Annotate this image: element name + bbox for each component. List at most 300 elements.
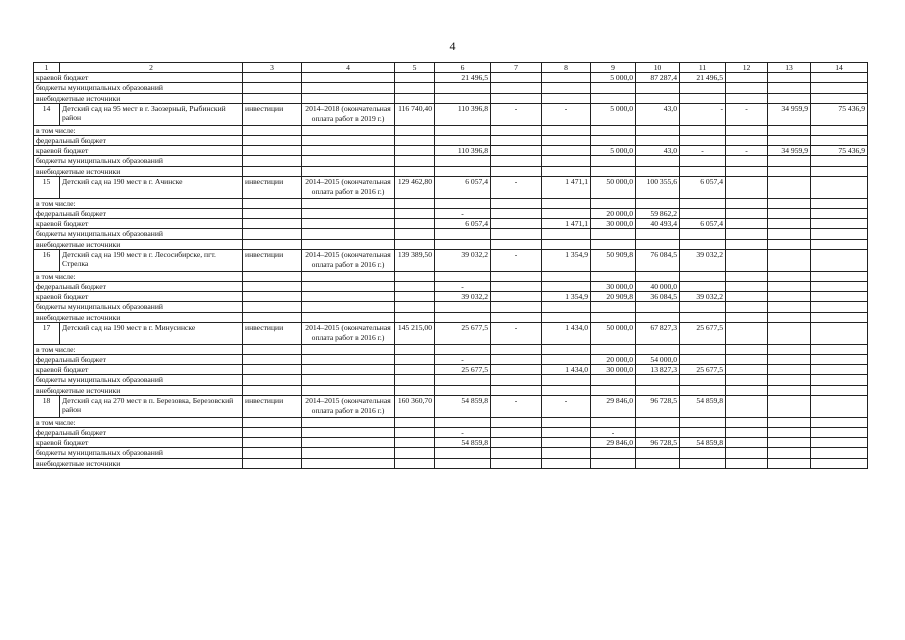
- value-cell: [768, 209, 811, 219]
- value-cell: [435, 302, 491, 312]
- value-cell: [542, 271, 591, 281]
- value-cell: [591, 271, 636, 281]
- value-cell: [636, 375, 680, 385]
- object-number: 15: [34, 176, 60, 198]
- value-cell: 6 057,4: [435, 219, 491, 229]
- value-cell: [491, 271, 542, 281]
- value-cell: [542, 156, 591, 166]
- empty-cell: [243, 136, 302, 146]
- value-cell: 5 000,0: [591, 146, 636, 156]
- funding-source-row: [34, 125, 868, 135]
- object-name: Детский сад на 270 мест в п. Березовка, Березовский район: [60, 395, 243, 417]
- object-type: инвестиции: [243, 103, 302, 125]
- funding-source-label: в том числе:: [34, 125, 243, 135]
- empty-cell: [302, 198, 395, 208]
- value-cell: [636, 198, 680, 208]
- value-cell: [395, 375, 435, 385]
- object-period: 2014–2018 (окончательная оплата работ в 2019 г.): [302, 103, 395, 125]
- value-cell: [680, 355, 726, 365]
- value-cell: [726, 93, 768, 103]
- value-cell: 43,0: [636, 146, 680, 156]
- funding-source-label: краевой бюджет: [34, 292, 243, 302]
- value-cell: [811, 219, 868, 229]
- value-cell: [542, 136, 591, 146]
- value-cell: [491, 355, 542, 365]
- value-cell: [680, 458, 726, 468]
- value-cell: 20 909,8: [591, 292, 636, 302]
- column-header: 14: [811, 63, 868, 73]
- value-cell: [435, 198, 491, 208]
- value-cell: [395, 344, 435, 354]
- column-header: 4: [302, 63, 395, 73]
- value-cell: 59 862,2: [636, 209, 680, 219]
- value-cell: [491, 146, 542, 156]
- value-cell: 1 434,0: [542, 365, 591, 375]
- object-row: [34, 176, 868, 198]
- value-cell: [811, 83, 868, 93]
- value-cell: 76 084,5: [636, 249, 680, 271]
- value-cell: [636, 93, 680, 103]
- column-header: 1: [34, 63, 60, 73]
- value-cell: 75 436,9: [811, 146, 868, 156]
- value-cell: [395, 219, 435, 229]
- value-cell: [680, 312, 726, 322]
- funding-source-label: в том числе:: [34, 344, 243, 354]
- funding-source-row: [34, 136, 868, 146]
- value-cell: [636, 458, 680, 468]
- value-cell: [811, 322, 868, 344]
- value-cell: 116 740,40: [395, 103, 435, 125]
- value-cell: [395, 209, 435, 219]
- value-cell: 39 032,2: [680, 292, 726, 302]
- value-cell: [726, 375, 768, 385]
- value-cell: 34 959,9: [768, 146, 811, 156]
- funding-source-label: бюджеты муниципальных образований: [34, 448, 243, 458]
- object-row: [34, 322, 868, 344]
- funding-source-row: [34, 83, 868, 93]
- empty-cell: [302, 428, 395, 438]
- value-cell: [680, 302, 726, 312]
- column-header-row: [34, 63, 868, 73]
- value-cell: [768, 395, 811, 417]
- value-cell: [768, 322, 811, 344]
- value-cell: [768, 365, 811, 375]
- value-cell: [591, 83, 636, 93]
- value-cell: -: [491, 322, 542, 344]
- empty-cell: [243, 271, 302, 281]
- empty-cell: [302, 302, 395, 312]
- funding-source-label: краевой бюджет: [34, 438, 243, 448]
- funding-source-row: [34, 344, 868, 354]
- value-cell: [768, 355, 811, 365]
- value-cell: 1 354,9: [542, 292, 591, 302]
- value-cell: [680, 136, 726, 146]
- funding-source-label: бюджеты муниципальных образований: [34, 229, 243, 239]
- funding-source-label: федеральный бюджет: [34, 355, 243, 365]
- value-cell: [680, 198, 726, 208]
- value-cell: [680, 229, 726, 239]
- value-cell: [811, 355, 868, 365]
- funding-source-label: краевой бюджет: [34, 73, 243, 83]
- empty-cell: [302, 355, 395, 365]
- empty-cell: [243, 385, 302, 395]
- value-cell: [395, 302, 435, 312]
- empty-cell: [302, 458, 395, 468]
- funding-source-row: [34, 428, 868, 438]
- value-cell: [636, 239, 680, 249]
- funding-source-label: внебюджетные источники: [34, 93, 243, 103]
- value-cell: [726, 322, 768, 344]
- empty-cell: [243, 365, 302, 375]
- object-type: инвестиции: [243, 395, 302, 417]
- value-cell: [768, 166, 811, 176]
- value-cell: 129 462,80: [395, 176, 435, 198]
- value-cell: [811, 93, 868, 103]
- value-cell: [636, 125, 680, 135]
- value-cell: [491, 83, 542, 93]
- value-cell: [542, 166, 591, 176]
- value-cell: [591, 417, 636, 427]
- funding-source-row: [34, 229, 868, 239]
- value-cell: [768, 375, 811, 385]
- value-cell: [726, 365, 768, 375]
- value-cell: [542, 417, 591, 427]
- value-cell: [435, 448, 491, 458]
- value-cell: -: [491, 249, 542, 271]
- value-cell: [726, 136, 768, 146]
- funding-source-label: внебюджетные источники: [34, 458, 243, 468]
- value-cell: [591, 229, 636, 239]
- empty-cell: [243, 239, 302, 249]
- column-header: 6: [435, 63, 491, 73]
- value-cell: [542, 344, 591, 354]
- empty-cell: [302, 156, 395, 166]
- value-cell: [591, 136, 636, 146]
- value-cell: [395, 282, 435, 292]
- funding-source-row: [34, 438, 868, 448]
- value-cell: [491, 344, 542, 354]
- value-cell: 110 396,8: [435, 103, 491, 125]
- value-cell: 1 471,1: [542, 176, 591, 198]
- column-header: 5: [395, 63, 435, 73]
- value-cell: -: [726, 103, 768, 125]
- value-cell: [811, 73, 868, 83]
- object-number: 16: [34, 249, 60, 271]
- value-cell: [542, 385, 591, 395]
- value-cell: [542, 438, 591, 448]
- value-cell: [811, 458, 868, 468]
- value-cell: [591, 385, 636, 395]
- value-cell: [768, 292, 811, 302]
- value-cell: [811, 198, 868, 208]
- value-cell: 43,0: [636, 103, 680, 125]
- value-cell: [726, 166, 768, 176]
- value-cell: [768, 136, 811, 146]
- empty-cell: [302, 438, 395, 448]
- value-cell: -: [726, 146, 768, 156]
- value-cell: [491, 282, 542, 292]
- funding-source-label: бюджеты муниципальных образований: [34, 83, 243, 93]
- value-cell: [726, 156, 768, 166]
- value-cell: [726, 428, 768, 438]
- value-cell: [542, 302, 591, 312]
- funding-source-label: внебюджетные источники: [34, 312, 243, 322]
- empty-cell: [243, 73, 302, 83]
- value-cell: [811, 282, 868, 292]
- funding-source-row: [34, 302, 868, 312]
- value-cell: [542, 312, 591, 322]
- funding-source-row: [34, 156, 868, 166]
- empty-cell: [302, 125, 395, 135]
- value-cell: [542, 146, 591, 156]
- value-cell: 1 471,1: [542, 219, 591, 229]
- value-cell: [768, 219, 811, 229]
- value-cell: [811, 176, 868, 198]
- value-cell: [636, 448, 680, 458]
- value-cell: [395, 292, 435, 302]
- funding-source-label: федеральный бюджет: [34, 209, 243, 219]
- object-row: [34, 395, 868, 417]
- value-cell: 87 287,4: [636, 73, 680, 83]
- value-cell: [435, 385, 491, 395]
- empty-cell: [302, 219, 395, 229]
- value-cell: 36 084,5: [636, 292, 680, 302]
- value-cell: [726, 458, 768, 468]
- empty-cell: [243, 458, 302, 468]
- column-header: 3: [243, 63, 302, 73]
- empty-cell: [243, 375, 302, 385]
- empty-cell: [302, 136, 395, 146]
- value-cell: 39 032,2: [435, 292, 491, 302]
- value-cell: [591, 344, 636, 354]
- value-cell: 30 000,0: [591, 282, 636, 292]
- value-cell: [542, 239, 591, 249]
- empty-cell: [243, 146, 302, 156]
- value-cell: [435, 344, 491, 354]
- value-cell: [542, 428, 591, 438]
- value-cell: [636, 156, 680, 166]
- value-cell: -: [435, 282, 491, 292]
- value-cell: [542, 73, 591, 83]
- empty-cell: [243, 428, 302, 438]
- value-cell: [768, 282, 811, 292]
- object-period: 2014–2015 (окончательная оплата работ в 2016 г.): [302, 176, 395, 198]
- value-cell: [726, 302, 768, 312]
- value-cell: [491, 229, 542, 239]
- value-cell: [680, 375, 726, 385]
- value-cell: [395, 136, 435, 146]
- empty-cell: [243, 448, 302, 458]
- value-cell: [491, 125, 542, 135]
- value-cell: [395, 229, 435, 239]
- empty-cell: [243, 292, 302, 302]
- value-cell: [811, 229, 868, 239]
- value-cell: [591, 375, 636, 385]
- value-cell: [726, 395, 768, 417]
- empty-cell: [243, 229, 302, 239]
- object-row: [34, 249, 868, 271]
- value-cell: [636, 136, 680, 146]
- funding-source-row: [34, 282, 868, 292]
- funding-source-label: бюджеты муниципальных образований: [34, 375, 243, 385]
- value-cell: 110 396,8: [435, 146, 491, 156]
- empty-cell: [302, 344, 395, 354]
- value-cell: 50 000,0: [591, 322, 636, 344]
- empty-cell: [302, 146, 395, 156]
- funding-source-label: краевой бюджет: [34, 365, 243, 375]
- value-cell: 25 677,5: [680, 365, 726, 375]
- value-cell: 100 355,6: [636, 176, 680, 198]
- value-cell: [726, 209, 768, 219]
- value-cell: [811, 448, 868, 458]
- value-cell: 145 215,00: [395, 322, 435, 344]
- value-cell: [768, 458, 811, 468]
- column-header: 11: [680, 63, 726, 73]
- value-cell: -: [542, 395, 591, 417]
- value-cell: 6 057,4: [435, 176, 491, 198]
- value-cell: [491, 209, 542, 219]
- value-cell: [811, 428, 868, 438]
- empty-cell: [243, 93, 302, 103]
- value-cell: 139 389,50: [395, 249, 435, 271]
- value-cell: [811, 209, 868, 219]
- value-cell: [395, 239, 435, 249]
- value-cell: [680, 385, 726, 395]
- value-cell: [811, 136, 868, 146]
- value-cell: [491, 239, 542, 249]
- empty-cell: [302, 365, 395, 375]
- value-cell: [395, 198, 435, 208]
- funding-source-label: краевой бюджет: [34, 219, 243, 229]
- value-cell: [395, 146, 435, 156]
- value-cell: 160 360,70: [395, 395, 435, 417]
- value-cell: -: [491, 176, 542, 198]
- funding-source-label: федеральный бюджет: [34, 136, 243, 146]
- value-cell: [435, 417, 491, 427]
- value-cell: [542, 83, 591, 93]
- value-cell: [768, 176, 811, 198]
- object-period: 2014–2015 (окончательная оплата работ в 2016 г.): [302, 395, 395, 417]
- value-cell: -: [435, 428, 491, 438]
- empty-cell: [243, 282, 302, 292]
- value-cell: 25 677,5: [680, 322, 726, 344]
- column-header: 12: [726, 63, 768, 73]
- value-cell: [542, 375, 591, 385]
- empty-cell: [302, 83, 395, 93]
- value-cell: [395, 312, 435, 322]
- value-cell: [811, 166, 868, 176]
- value-cell: [811, 375, 868, 385]
- value-cell: 25 677,5: [435, 365, 491, 375]
- funding-source-label: в том числе:: [34, 417, 243, 427]
- value-cell: [636, 229, 680, 239]
- value-cell: 30 000,0: [591, 219, 636, 229]
- empty-cell: [243, 156, 302, 166]
- funding-source-row: [34, 365, 868, 375]
- value-cell: [680, 93, 726, 103]
- funding-source-label: федеральный бюджет: [34, 282, 243, 292]
- value-cell: [435, 239, 491, 249]
- funding-source-row: [34, 355, 868, 365]
- value-cell: [542, 229, 591, 239]
- value-cell: [491, 312, 542, 322]
- empty-cell: [302, 271, 395, 281]
- value-cell: [726, 176, 768, 198]
- value-cell: [395, 73, 435, 83]
- value-cell: [591, 125, 636, 135]
- value-cell: [591, 458, 636, 468]
- value-cell: [491, 198, 542, 208]
- value-cell: 13 827,3: [636, 365, 680, 375]
- empty-cell: [302, 239, 395, 249]
- funding-source-row: [34, 375, 868, 385]
- value-cell: [768, 428, 811, 438]
- empty-cell: [302, 448, 395, 458]
- empty-cell: [302, 166, 395, 176]
- value-cell: [636, 417, 680, 427]
- value-cell: 40 000,0: [636, 282, 680, 292]
- value-cell: [680, 156, 726, 166]
- value-cell: 5 000,0: [591, 103, 636, 125]
- value-cell: 54 859,8: [435, 395, 491, 417]
- object-name: Детский сад на 190 мест в г. Минусинске: [60, 322, 243, 344]
- value-cell: [395, 417, 435, 427]
- value-cell: [811, 239, 868, 249]
- value-cell: [491, 365, 542, 375]
- object-type: инвестиции: [243, 249, 302, 271]
- funding-source-row: [34, 198, 868, 208]
- value-cell: 54 859,8: [680, 395, 726, 417]
- funding-source-row: [34, 385, 868, 395]
- value-cell: [811, 312, 868, 322]
- value-cell: [395, 385, 435, 395]
- empty-cell: [302, 73, 395, 83]
- value-cell: [680, 125, 726, 135]
- value-cell: [435, 136, 491, 146]
- empty-cell: [243, 209, 302, 219]
- empty-cell: [302, 93, 395, 103]
- value-cell: [435, 83, 491, 93]
- value-cell: 75 436,9: [811, 103, 868, 125]
- value-cell: [491, 458, 542, 468]
- funding-source-row: [34, 292, 868, 302]
- value-cell: -: [435, 209, 491, 219]
- value-cell: [636, 302, 680, 312]
- empty-cell: [243, 219, 302, 229]
- value-cell: [435, 166, 491, 176]
- value-cell: [542, 125, 591, 135]
- empty-cell: [302, 282, 395, 292]
- value-cell: 96 728,5: [636, 395, 680, 417]
- empty-cell: [243, 438, 302, 448]
- value-cell: 34 959,9: [768, 103, 811, 125]
- value-cell: [726, 312, 768, 322]
- object-number: 17: [34, 322, 60, 344]
- value-cell: [491, 448, 542, 458]
- value-cell: [768, 239, 811, 249]
- empty-cell: [302, 417, 395, 427]
- column-header: 10: [636, 63, 680, 73]
- value-cell: [591, 166, 636, 176]
- value-cell: [811, 438, 868, 448]
- value-cell: [680, 344, 726, 354]
- value-cell: [435, 93, 491, 103]
- value-cell: [726, 355, 768, 365]
- value-cell: [435, 271, 491, 281]
- value-cell: [491, 219, 542, 229]
- value-cell: [726, 198, 768, 208]
- object-name: Детский сад на 190 мест в г. Ачинске: [60, 176, 243, 198]
